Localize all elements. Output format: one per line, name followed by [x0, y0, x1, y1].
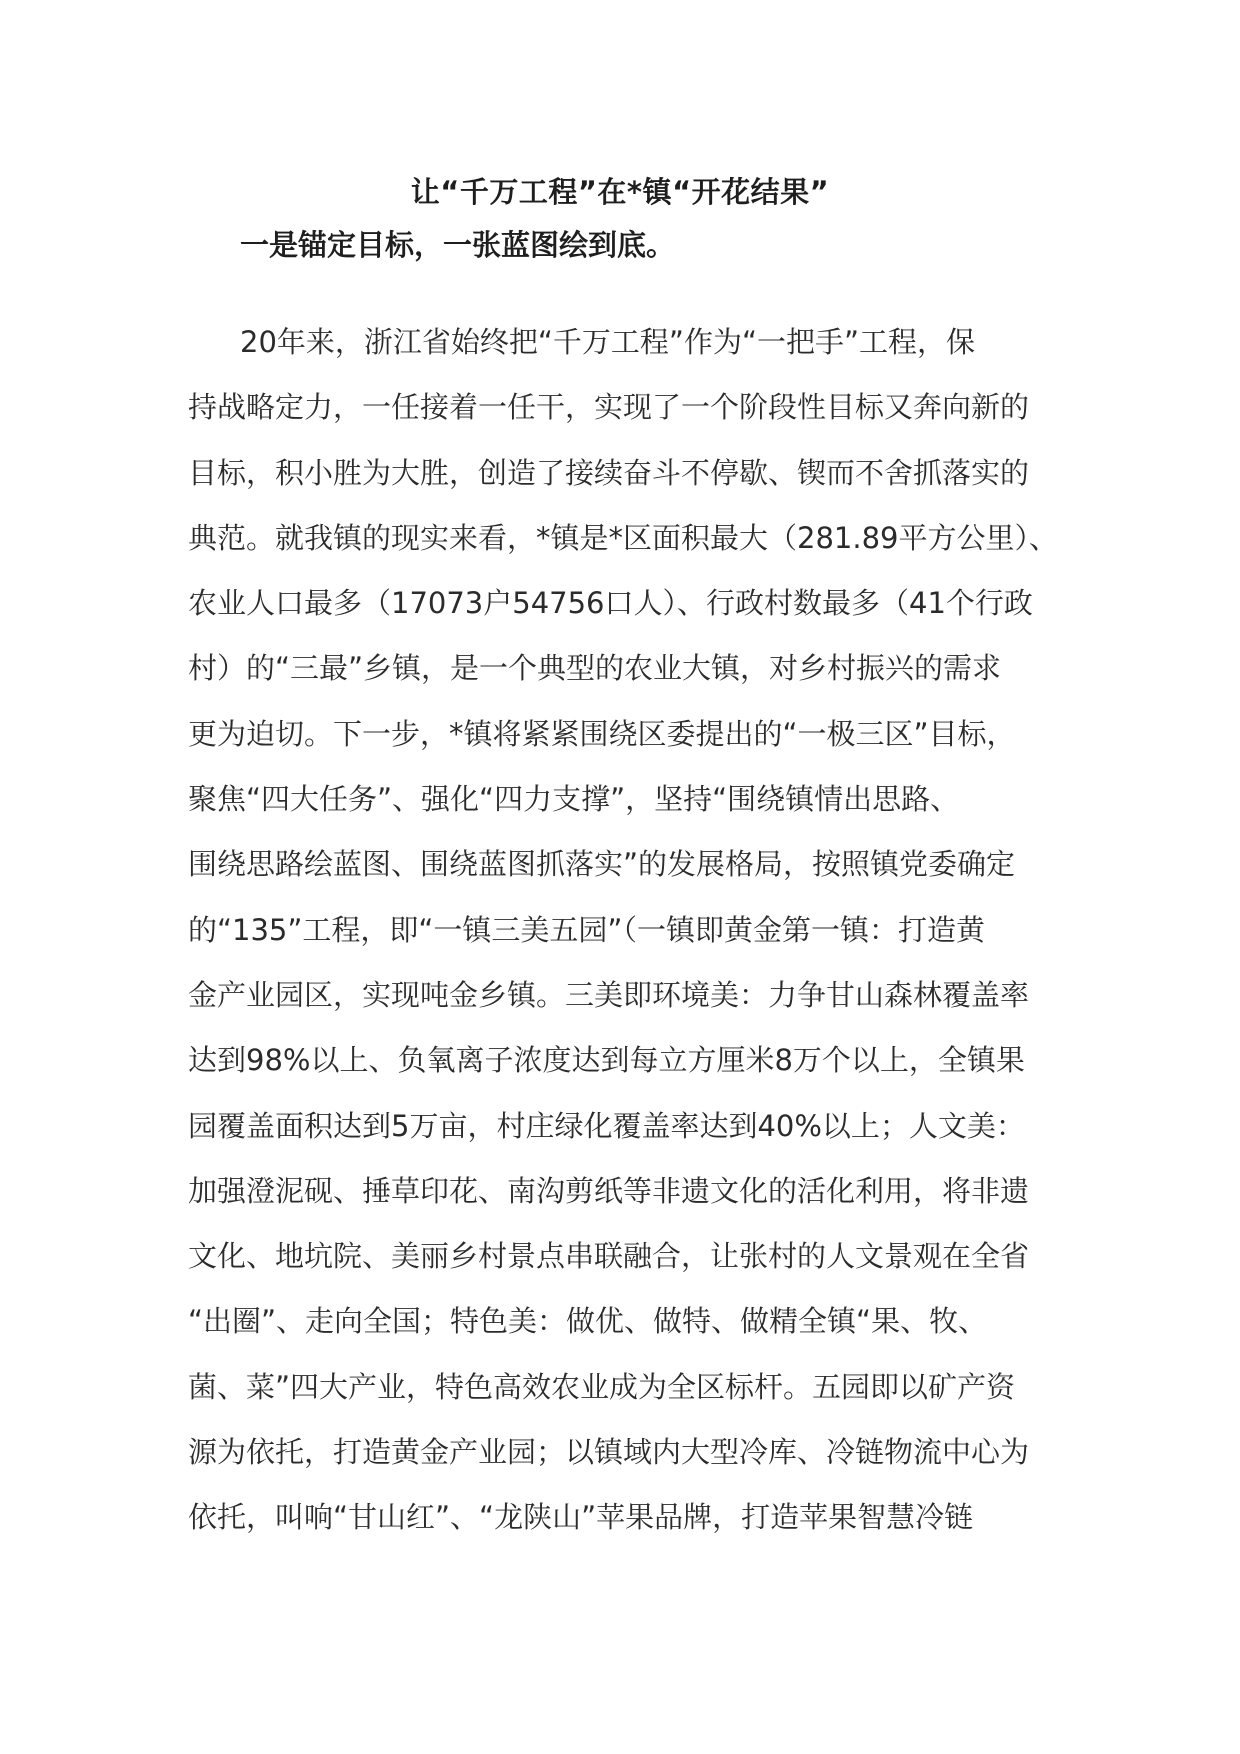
paragraph-line: 加强澄泥砚、捶草印花、南沟剪纸等非遗文化的活化利用，将非遗 [188, 1173, 1030, 1208]
section-heading: 一是锚定目标，一张蓝图绘到底。 [240, 228, 676, 262]
document-title: 让“千万工程”在*镇“开花结果” [410, 175, 830, 209]
paragraph-line: 菌、菜”四大产业，特色高效农业成为全区标杆。五园即以矿产资 [188, 1369, 1016, 1404]
paragraph-line: 金产业园区，实现吨金乡镇。三美即环境美：力争甘山森林覆盖率 [188, 977, 1030, 1012]
paragraph-line: 农业人口最多（17073户54756口人）、行政村数最多（41个行政 [188, 586, 1033, 621]
paragraph-line: 园覆盖面积达到5万亩，村庄绿化覆盖率达到40%以上；人文美： [188, 1108, 1025, 1143]
paragraph-line: 目标，积小胜为大胜，创造了接续奋斗不停歇、锲而不舍抓落实的 [188, 455, 1030, 490]
paragraph-line: 典范。就我镇的现实来看，*镇是*区面积最大（281.89平方公里）、 [188, 520, 1058, 555]
paragraph-line: 聚焦“四大任务”、强化“四力支撑”，坚持“围绕镇情出思路、 [188, 782, 960, 817]
paragraph-line: 达到98%以上、负氧离子浓度达到每立方厘米8万个以上，全镇果 [188, 1043, 1025, 1078]
paragraph-line: 围绕思路绘蓝图、围绕蓝图抓落实”的发展格局，按照镇党委确定 [188, 847, 1016, 882]
paragraph-line: 的“135”工程，即“一镇三美五园”（一镇即黄金第一镇：打造黄 [188, 912, 985, 947]
paragraph-line: 持战略定力，一任接着一任干，实现了一个阶段性目标又奔向新的 [188, 390, 1030, 425]
paragraph-line: “出圈”、走向全国；特色美：做优、做特、做精全镇“果、牧、 [188, 1304, 988, 1339]
paragraph-line: 20年来，浙江省始终把“千万工程”作为“一把手”工程，保 [240, 325, 975, 359]
body-paragraph [188, 322, 1056, 1563]
paragraph-line: 村）的“三最”乡镇，是一个典型的农业大镇，对乡村振兴的需求 [188, 651, 1002, 686]
paragraph-line: 更为迫切。下一步，*镇将紧紧围绕区委提出的“一极三区”目标， [188, 716, 1016, 751]
paragraph-line: 文化、地坑院、美丽乡村景点串联融合，让张村的人文景观在全省 [188, 1239, 1030, 1274]
paragraph-line: 源为依托，打造黄金产业园；以镇域内大型冷库、冷链物流中心为 [188, 1435, 1030, 1470]
paragraph-line: 依托，叫响“甘山红”、“龙陕山”苹果品牌，打造苹果智慧冷链 [188, 1500, 974, 1535]
